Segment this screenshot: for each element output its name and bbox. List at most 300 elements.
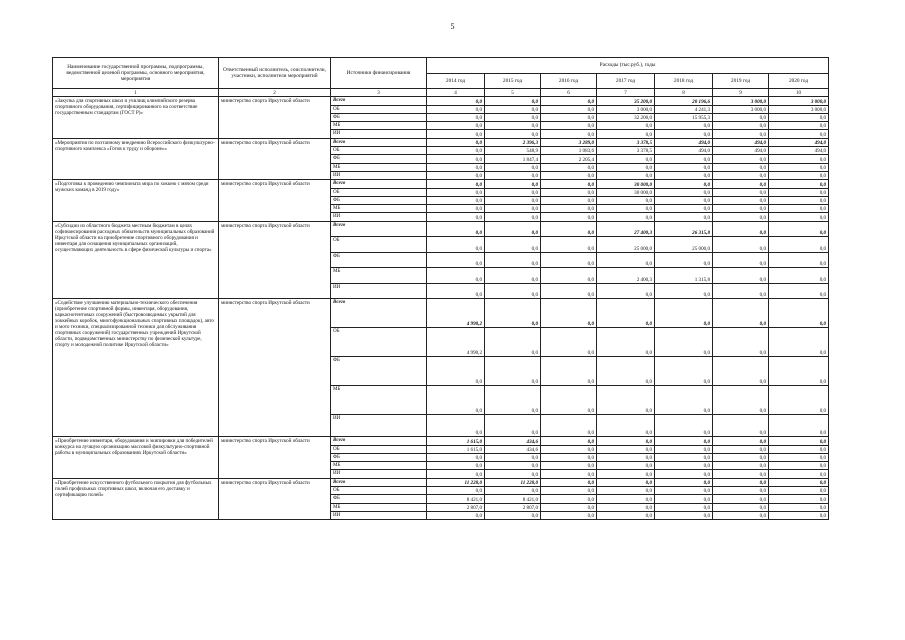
amount-cell: 0,0: [769, 487, 829, 495]
amount-cell: 0,0: [597, 495, 655, 503]
funding-source: МБ: [331, 462, 427, 470]
amount-cell: 1 615,0: [427, 445, 485, 453]
amount-cell: 8 421,0: [485, 495, 541, 503]
measure-name: «Мероприятия по поэтапному внедрению Всероссийского физкультурно-спортивного комплекса «Готов к труду и обороне»»: [53, 138, 219, 179]
header-year: 2019 год: [713, 73, 769, 89]
amount-cell: 0,0: [655, 511, 713, 519]
amount-cell: 0,0: [541, 299, 597, 328]
funding-source: ОБ: [331, 105, 427, 113]
amount-cell: 0,0: [427, 122, 485, 130]
amount-cell: 0,0: [713, 511, 769, 519]
header-year: 2016 год: [541, 73, 597, 89]
header-source: Источники финансирования: [331, 58, 427, 89]
column-number: 8: [655, 89, 713, 97]
amount-cell: 0,0: [541, 328, 597, 357]
funding-source: ИИ: [331, 283, 427, 299]
amount-cell: 0,0: [769, 171, 829, 179]
responsible-executor: министерство спорта Иркутской области: [219, 97, 331, 138]
amount-cell: 0,0: [713, 205, 769, 213]
amount-cell: 0,0: [485, 196, 541, 204]
amount-cell: 0,0: [655, 171, 713, 179]
amount-cell: 0,0: [597, 386, 655, 415]
amount-cell: 0,0: [541, 213, 597, 221]
amount-cell: 0,0: [597, 478, 655, 486]
amount-cell: 0,0: [655, 130, 713, 138]
page-number: 5: [450, 22, 455, 31]
amount-cell: 20 196,6: [655, 97, 713, 105]
measure-name: «Субсидии из областного бюджета местным бюджетам в целях софинансирования расходных обязательств муниципальных образований Иркутской области на приобретение спортивного оборудования и инвентаря для оснащения муниципальных организаций, осуществляющих деятельность в сфере физической культуры и спорта»: [53, 221, 219, 299]
amount-cell: 0,0: [485, 252, 541, 268]
amount-cell: 0,0: [655, 495, 713, 503]
funding-source: Всего: [331, 299, 427, 328]
amount-cell: 494,0: [713, 138, 769, 146]
table-row: [53, 138, 829, 146]
amount-cell: 0,0: [427, 155, 485, 163]
amount-cell: 0,0: [541, 283, 597, 299]
amount-cell: 0,0: [485, 357, 541, 386]
amount-cell: 0,0: [541, 445, 597, 453]
amount-cell: 0,0: [427, 487, 485, 495]
amount-cell: 0,0: [541, 268, 597, 284]
amount-cell: 0,0: [541, 122, 597, 130]
amount-cell: 494,0: [769, 147, 829, 155]
amount-cell: 0,0: [713, 221, 769, 237]
funding-source: ОБ: [331, 445, 427, 453]
amount-cell: 0,0: [541, 196, 597, 204]
budget-table: [52, 57, 829, 520]
amount-cell: 0,0: [485, 462, 541, 470]
column-number: 10: [769, 89, 829, 97]
amount-cell: 0,0: [427, 357, 485, 386]
amount-cell: 0,0: [655, 283, 713, 299]
amount-cell: 0,0: [597, 130, 655, 138]
amount-cell: 0,0: [485, 299, 541, 328]
amount-cell: 0,0: [655, 205, 713, 213]
amount-cell: 0,0: [427, 130, 485, 138]
amount-cell: 0,0: [769, 478, 829, 486]
amount-cell: 4 241,3: [655, 105, 713, 113]
amount-cell: 0,0: [597, 283, 655, 299]
amount-cell: 0,0: [713, 415, 769, 437]
funding-source: Всего: [331, 138, 427, 146]
amount-cell: 0,0: [769, 462, 829, 470]
amount-cell: 0,0: [427, 180, 485, 188]
amount-cell: 0,0: [655, 188, 713, 196]
amount-cell: 0,0: [655, 470, 713, 478]
amount-cell: 548,9: [485, 147, 541, 155]
amount-cell: 0,0: [427, 386, 485, 415]
amount-cell: 0,0: [485, 188, 541, 196]
amount-cell: 2 396,3: [485, 138, 541, 146]
amount-cell: 0,0: [597, 122, 655, 130]
amount-cell: 0,0: [485, 453, 541, 461]
amount-cell: 0,0: [769, 283, 829, 299]
funding-source: МБ: [331, 122, 427, 130]
amount-cell: 0,0: [597, 462, 655, 470]
amount-cell: 0,0: [541, 487, 597, 495]
amount-cell: 32 200,0: [597, 113, 655, 121]
amount-cell: 0,0: [541, 437, 597, 445]
amount-cell: 0,0: [713, 213, 769, 221]
amount-cell: 3 000,0: [769, 97, 829, 105]
amount-cell: 0,0: [541, 130, 597, 138]
amount-cell: 0,0: [769, 268, 829, 284]
amount-cell: 0,0: [713, 171, 769, 179]
amount-cell: 0,0: [427, 283, 485, 299]
amount-cell: 0,0: [655, 462, 713, 470]
amount-cell: 0,0: [427, 453, 485, 461]
amount-cell: 0,0: [713, 237, 769, 253]
amount-cell: 8 421,0: [427, 495, 485, 503]
amount-cell: 494,0: [713, 147, 769, 155]
column-number: 1: [53, 89, 219, 97]
amount-cell: 3 378,5: [597, 147, 655, 155]
funding-source: ФБ: [331, 196, 427, 204]
amount-cell: 30 000,0: [597, 188, 655, 196]
amount-cell: 0,0: [769, 130, 829, 138]
responsible-executor: министерство спорта Иркутской области: [219, 221, 331, 299]
amount-cell: 0,0: [769, 180, 829, 188]
amount-cell: 0,0: [713, 163, 769, 171]
amount-cell: 0,0: [713, 155, 769, 163]
amount-cell: 0,0: [713, 437, 769, 445]
amount-cell: 0,0: [713, 130, 769, 138]
amount-cell: 0,0: [597, 171, 655, 179]
column-number: 5: [485, 89, 541, 97]
amount-cell: 434,6: [485, 437, 541, 445]
amount-cell: 11 228,0: [485, 478, 541, 486]
amount-cell: 0,0: [655, 437, 713, 445]
funding-source: ФБ: [331, 453, 427, 461]
amount-cell: 0,0: [769, 415, 829, 437]
amount-cell: 0,0: [541, 105, 597, 113]
amount-cell: 3 000,0: [769, 105, 829, 113]
amount-cell: 0,0: [427, 147, 485, 155]
amount-cell: 0,0: [597, 328, 655, 357]
amount-cell: 0,0: [769, 453, 829, 461]
funding-source: ИИ: [331, 511, 427, 519]
amount-cell: 0,0: [655, 213, 713, 221]
column-number: 2: [219, 89, 331, 97]
amount-cell: 0,0: [769, 511, 829, 519]
amount-cell: 0,0: [485, 470, 541, 478]
funding-source: Всего: [331, 478, 427, 486]
amount-cell: 0,0: [597, 470, 655, 478]
funding-source: ИИ: [331, 130, 427, 138]
amount-cell: 0,0: [541, 495, 597, 503]
amount-cell: 0,0: [655, 155, 713, 163]
amount-cell: 0,0: [427, 113, 485, 121]
amount-cell: 0,0: [541, 462, 597, 470]
amount-cell: 0,0: [597, 196, 655, 204]
header-year: 2018 год: [655, 73, 713, 89]
header-responsible: Ответственный исполнитель, соисполнители, участники, исполнители мероприятий: [219, 58, 331, 89]
amount-cell: 2 807,0: [485, 503, 541, 511]
amount-cell: 4 990,2: [427, 299, 485, 328]
header-name: Наименование государственной программы, подпрограммы, ведомственной целевой программы, основного мероприятия, мероприятия: [53, 58, 219, 89]
amount-cell: 0,0: [427, 511, 485, 519]
amount-cell: 0,0: [713, 268, 769, 284]
amount-cell: 0,0: [541, 188, 597, 196]
amount-cell: 0,0: [769, 237, 829, 253]
amount-cell: 0,0: [713, 188, 769, 196]
amount-cell: 0,0: [541, 113, 597, 121]
amount-cell: 0,0: [485, 205, 541, 213]
amount-cell: 30 000,0: [597, 180, 655, 188]
amount-cell: 0,0: [713, 196, 769, 204]
amount-cell: 0,0: [597, 453, 655, 461]
responsible-executor: министерство спорта Иркутской области: [219, 180, 331, 221]
amount-cell: 0,0: [597, 213, 655, 221]
funding-source: ИИ: [331, 415, 427, 437]
amount-cell: 0,0: [655, 252, 713, 268]
amount-cell: 0,0: [485, 213, 541, 221]
table-row: [53, 221, 829, 237]
amount-cell: 0,0: [769, 357, 829, 386]
amount-cell: 0,0: [485, 415, 541, 437]
responsible-executor: министерство спорта Иркутской области: [219, 437, 331, 478]
amount-cell: 0,0: [485, 171, 541, 179]
amount-cell: 0,0: [713, 495, 769, 503]
amount-cell: 0,0: [769, 299, 829, 328]
amount-cell: 0,0: [713, 487, 769, 495]
amount-cell: 0,0: [427, 213, 485, 221]
amount-cell: 11 228,0: [427, 478, 485, 486]
amount-cell: 0,0: [597, 437, 655, 445]
amount-cell: 0,0: [541, 180, 597, 188]
funding-source: ИИ: [331, 470, 427, 478]
amount-cell: 0,0: [541, 221, 597, 237]
amount-cell: 0,0: [427, 415, 485, 437]
amount-cell: 0,0: [427, 105, 485, 113]
amount-cell: 0,0: [485, 113, 541, 121]
responsible-executor: министерство спорта Иркутской области: [219, 299, 331, 437]
amount-cell: 0,0: [597, 299, 655, 328]
amount-cell: 0,0: [713, 283, 769, 299]
amount-cell: 3 378,5: [597, 138, 655, 146]
amount-cell: 0,0: [713, 122, 769, 130]
amount-cell: 0,0: [427, 205, 485, 213]
amount-cell: 25 000,0: [655, 237, 713, 253]
funding-source: ФБ: [331, 357, 427, 386]
amount-cell: 0,0: [485, 180, 541, 188]
amount-cell: 0,0: [769, 155, 829, 163]
amount-cell: 0,0: [541, 386, 597, 415]
amount-cell: 0,0: [597, 415, 655, 437]
amount-cell: 0,0: [655, 453, 713, 461]
header-expenses: Расходы (тыс.руб.), годы: [427, 58, 829, 74]
column-number: 4: [427, 89, 485, 97]
amount-cell: 26 315,8: [655, 221, 713, 237]
funding-source: ФБ: [331, 113, 427, 121]
amount-cell: 0,0: [541, 478, 597, 486]
table-row: [53, 437, 829, 445]
amount-cell: 35 200,0: [597, 97, 655, 105]
amount-cell: 0,0: [597, 511, 655, 519]
amount-cell: 0,0: [485, 511, 541, 519]
amount-cell: 0,0: [541, 503, 597, 511]
funding-source: ОБ: [331, 188, 427, 196]
amount-cell: 0,0: [655, 163, 713, 171]
amount-cell: 0,0: [597, 445, 655, 453]
amount-cell: 0,0: [427, 237, 485, 253]
amount-cell: 0,0: [597, 503, 655, 511]
funding-source: ОБ: [331, 237, 427, 253]
amount-cell: 1 315,8: [655, 268, 713, 284]
amount-cell: 0,0: [655, 122, 713, 130]
column-number: 9: [713, 89, 769, 97]
amount-cell: 25 000,0: [597, 237, 655, 253]
amount-cell: 0,0: [655, 386, 713, 415]
amount-cell: 0,0: [597, 163, 655, 171]
amount-cell: 2 807,0: [427, 503, 485, 511]
funding-source: ОБ: [331, 147, 427, 155]
table-row: [53, 180, 829, 188]
amount-cell: 0,0: [541, 205, 597, 213]
amount-cell: 4 990,2: [427, 328, 485, 357]
amount-cell: 0,0: [485, 97, 541, 105]
responsible-executor: министерство спорта Иркутской области: [219, 478, 331, 519]
amount-cell: 0,0: [769, 163, 829, 171]
amount-cell: 0,0: [655, 180, 713, 188]
amount-cell: 0,0: [769, 503, 829, 511]
amount-cell: 1 083,6: [541, 147, 597, 155]
amount-cell: 0,0: [769, 470, 829, 478]
amount-cell: 1 847,4: [485, 155, 541, 163]
amount-cell: 0,0: [485, 163, 541, 171]
amount-cell: 0,0: [713, 503, 769, 511]
funding-source: ФБ: [331, 495, 427, 503]
amount-cell: 0,0: [769, 113, 829, 121]
amount-cell: 0,0: [769, 122, 829, 130]
table-row: [53, 478, 829, 486]
amount-cell: 0,0: [541, 252, 597, 268]
amount-cell: 0,0: [769, 445, 829, 453]
amount-cell: 0,0: [713, 386, 769, 415]
measure-name: «Содействие улучшению материально-технического обеспечения (приобретение спортивной формы, инвентаря, оборудования, каркаснотентовых сооружений (быстровозводимых укрытий для хоккейных коробок, многофункциональных спортивных площадок), авто и мото техники, специализированной техники для обслуживания спортивных сооружений) государственных учреждений Иркутской области, подведомственных министерству по физической культуре, спорту и молодежной политике Иркутской области»: [53, 299, 219, 437]
amount-cell: 0,0: [769, 213, 829, 221]
amount-cell: 0,0: [769, 205, 829, 213]
amount-cell: 0,0: [541, 470, 597, 478]
table-row: [53, 97, 829, 105]
amount-cell: 0,0: [769, 328, 829, 357]
amount-cell: 0,0: [713, 462, 769, 470]
amount-cell: 0,0: [713, 113, 769, 121]
measure-name: «Подготовка к проведению чемпионата мира по хоккею с мячом среди мужских команд в 2019 году»: [53, 180, 219, 221]
amount-cell: 0,0: [427, 188, 485, 196]
amount-cell: 0,0: [769, 437, 829, 445]
amount-cell: 0,0: [597, 155, 655, 163]
measure-name: «Закупка для спортивных школ и училищ олимпийского резерва спортивного оборудования, сертифицированного на соответствие государственным стандартам (ГОСТ Р)»: [53, 97, 219, 138]
amount-cell: 0,0: [485, 386, 541, 415]
funding-source: ОБ: [331, 487, 427, 495]
measure-name: «Приобретение искусственного футбольного покрытия для футбольных полей профильных спортивных школ, включая его доставку и сертификацию полей»: [53, 478, 219, 519]
amount-cell: 0,0: [769, 252, 829, 268]
column-number: 7: [597, 89, 655, 97]
amount-cell: 0,0: [485, 221, 541, 237]
funding-source: Всего: [331, 97, 427, 105]
amount-cell: 3 289,0: [541, 138, 597, 146]
amount-cell: 0,0: [427, 196, 485, 204]
measure-name: «Приобретение инвентаря, оборудования и экипировки для победителей конкурса на лучшую организацию массовой физкультурно-спортивной работы в муниципальных образованиях Иркутской области»: [53, 437, 219, 478]
amount-cell: 0,0: [655, 487, 713, 495]
amount-cell: 0,0: [485, 283, 541, 299]
amount-cell: 0,0: [541, 163, 597, 171]
funding-source: МБ: [331, 503, 427, 511]
amount-cell: 0,0: [541, 97, 597, 105]
amount-cell: 0,0: [485, 328, 541, 357]
amount-cell: 0,0: [713, 299, 769, 328]
amount-cell: 0,0: [713, 478, 769, 486]
amount-cell: 0,0: [655, 328, 713, 357]
amount-cell: 0,0: [655, 445, 713, 453]
amount-cell: 0,0: [655, 478, 713, 486]
amount-cell: 0,0: [485, 487, 541, 495]
amount-cell: 494,0: [655, 147, 713, 155]
responsible-executor: министерство спорта Иркутской области: [219, 138, 331, 179]
amount-cell: 0,0: [769, 221, 829, 237]
header-year: 2020 год: [769, 73, 829, 89]
amount-cell: 0,0: [769, 495, 829, 503]
amount-cell: 0,0: [713, 180, 769, 188]
amount-cell: 0,0: [541, 453, 597, 461]
amount-cell: 0,0: [427, 470, 485, 478]
amount-cell: 0,0: [427, 163, 485, 171]
amount-cell: 0,0: [655, 415, 713, 437]
amount-cell: 0,0: [485, 130, 541, 138]
funding-source: МБ: [331, 205, 427, 213]
funding-source: ИИ: [331, 171, 427, 179]
amount-cell: 0,0: [541, 511, 597, 519]
amount-cell: 3 000,0: [713, 105, 769, 113]
amount-cell: 0,0: [485, 237, 541, 253]
amount-cell: 0,0: [713, 328, 769, 357]
amount-cell: 494,0: [769, 138, 829, 146]
amount-cell: 0,0: [713, 453, 769, 461]
amount-cell: 0,0: [769, 196, 829, 204]
amount-cell: 0,0: [427, 221, 485, 237]
amount-cell: 494,0: [655, 138, 713, 146]
amount-cell: 15 955,3: [655, 113, 713, 121]
header-year: 2015 год: [485, 73, 541, 89]
funding-source: Всего: [331, 221, 427, 237]
amount-cell: 0,0: [427, 138, 485, 146]
amount-cell: 0,0: [655, 196, 713, 204]
amount-cell: 0,0: [541, 171, 597, 179]
amount-cell: 0,0: [769, 188, 829, 196]
amount-cell: 0,0: [597, 487, 655, 495]
column-number: 3: [331, 89, 427, 97]
amount-cell: 0,0: [427, 268, 485, 284]
amount-cell: 0,0: [655, 503, 713, 511]
amount-cell: 0,0: [427, 171, 485, 179]
amount-cell: 0,0: [655, 357, 713, 386]
amount-cell: 1 615,0: [427, 437, 485, 445]
funding-source: ФБ: [331, 155, 427, 163]
amount-cell: 3 000,0: [597, 105, 655, 113]
amount-cell: 0,0: [427, 462, 485, 470]
amount-cell: 434,6: [485, 445, 541, 453]
amount-cell: 0,0: [713, 445, 769, 453]
amount-cell: 2 205,4: [541, 155, 597, 163]
funding-source: ФБ: [331, 252, 427, 268]
amount-cell: 2 400,3: [597, 268, 655, 284]
column-number: 6: [541, 89, 597, 97]
funding-source: МБ: [331, 268, 427, 284]
funding-source: Всего: [331, 437, 427, 445]
amount-cell: 0,0: [597, 252, 655, 268]
amount-cell: 0,0: [541, 357, 597, 386]
